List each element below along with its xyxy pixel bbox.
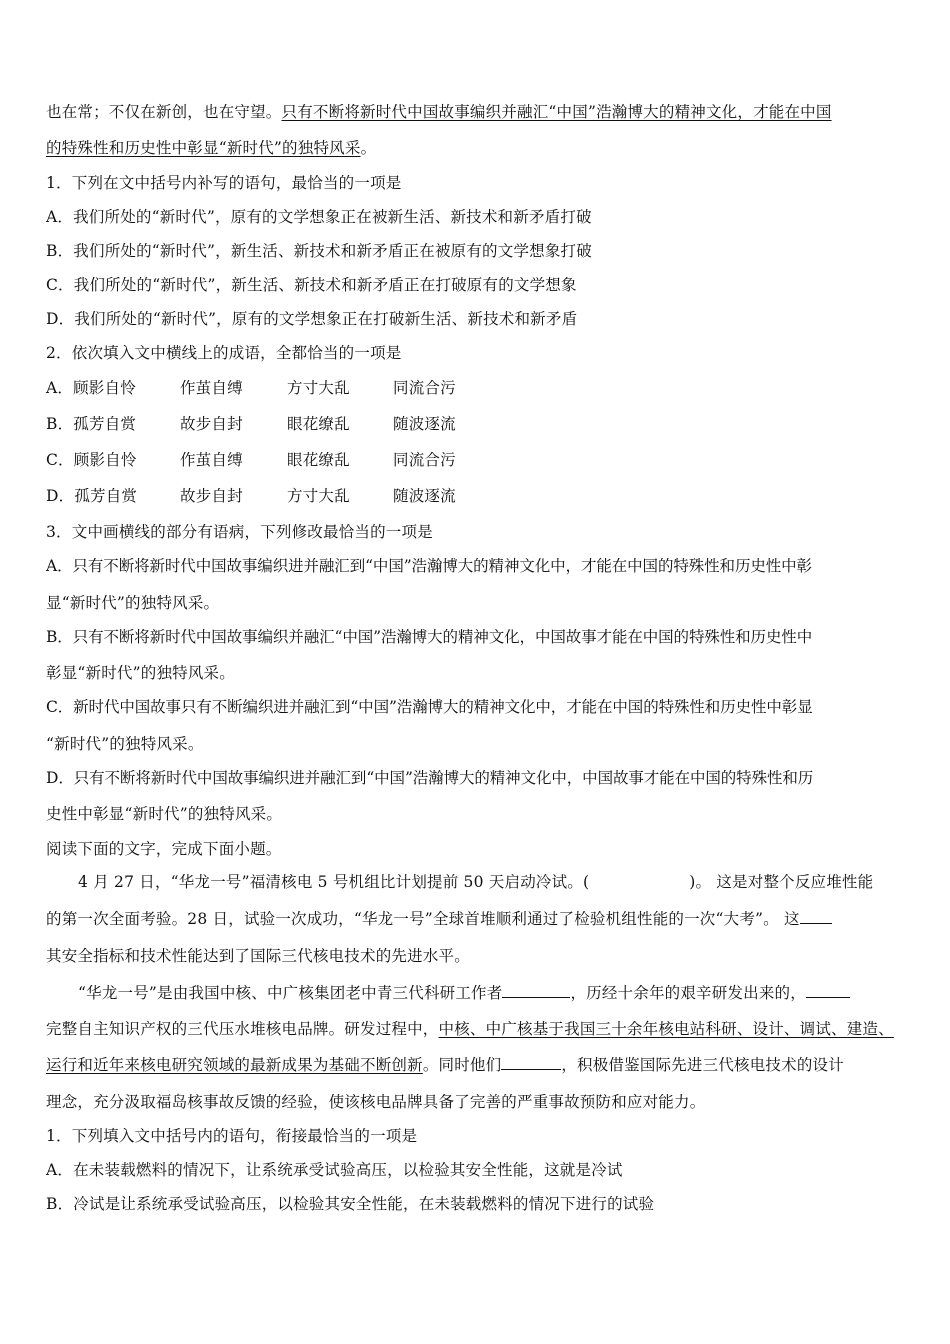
fill-blank bbox=[501, 1055, 561, 1070]
fill-blank bbox=[800, 909, 832, 924]
option-b: B．我们所处的“新时代”，新生活、新技术和新矛盾正在被原有的文学想象打破 bbox=[46, 242, 592, 260]
passage-line: “华龙一号”是由我国中核、中广核集团老中青三代科研工作者 ，历经十余年的艰辛研发出来的， bbox=[78, 983, 938, 1003]
passage-line: 的特殊性和历史性中彰显“新时代”的独特风采。 bbox=[46, 139, 377, 157]
option-a: A．顾影自怜 作茧自缚 方寸大乱 同流合污 bbox=[46, 379, 456, 397]
option-b: B．只有不断将新时代中国故事编织并融汇“中国”浩瀚博大的精神文化，中国故事才能在中国的特殊性和历史性中 bbox=[46, 628, 813, 646]
passage-line bbox=[46, 102, 906, 122]
option-a: A．我们所处的“新时代”，原有的文学想象正在被新生活、新技术和新矛盾打破 bbox=[46, 208, 592, 226]
option-c: C．我们所处的“新时代”，新生活、新技术和新矛盾正在打破原有的文学想象 bbox=[46, 276, 577, 294]
passage-line: 理念，充分汲取福岛核事故反馈的经验，使该核电品牌具备了完善的严重事故预防和应对能力。 bbox=[46, 1093, 706, 1111]
question-stem: 2．依次填入文中横线上的成语，全都恰当的一项是 bbox=[46, 344, 402, 362]
passage-line: 运行和近年来核电研究领域的最新成果为基础不断创新。同时他们 ，积极借鉴国际先进三代核电技术的设计 bbox=[46, 1056, 844, 1074]
option-b-cont: 彰显“新时代”的独特风采。 bbox=[46, 664, 235, 682]
option-a: A．只有不断将新时代中国故事编织进并融汇到“中国”浩瀚博大的精神文化中，才能在中国的特殊性和历史性中彰 bbox=[46, 557, 812, 575]
underlined-sentence: 只有不断将新时代中国故事编织并融汇“中国”浩瀚博大的精神文化，才能在中国 bbox=[281, 103, 832, 121]
option-d-cont: 史性中彰显“新时代”的独特风采。 bbox=[46, 805, 283, 823]
option-c: C．新时代中国故事只有不断编织进并融汇到“中国”浩瀚博大的精神文化中，才能在中国的特殊性和历史性中彰显 bbox=[46, 698, 813, 716]
underlined-sentence: 中核、中广核基于我国三十余年核电站科研、设计、调试、建造、 bbox=[438, 1020, 894, 1038]
option-b: B．冷试是让系统承受试验高压，以检验其安全性能，在未装载燃料的情况下进行的试验 bbox=[46, 1195, 655, 1213]
option-d: D．我们所处的“新时代”，原有的文学想象正在打破新生活、新技术和新矛盾 bbox=[46, 310, 578, 328]
reading-intro: 阅读下面的文字，完成下面小题。 bbox=[46, 840, 282, 858]
option-c: C．顾影自怜 作茧自缚 眼花缭乱 同流合污 bbox=[46, 451, 456, 469]
passage-line: 其安全指标和技术性能达到了国际三代核电技术的先进水平。 bbox=[46, 947, 470, 965]
underlined-sentence: 的特殊性和历史性中彰显“新时代”的独特风采 bbox=[46, 139, 361, 157]
underlined-sentence: 运行和近年来核电研究领域的最新成果为基础不断创新 bbox=[46, 1056, 423, 1074]
passage-line: 的第一次全面考验。28 日，试验一次成功，“华龙一号”全球首堆顺利通过了检验机组性能的一次“大考”。 这 bbox=[46, 909, 906, 929]
question-stem: 3．文中画横线的部分有语病，下列修改最恰当的一项是 bbox=[46, 523, 433, 541]
passage-line: 完整自主知识产权的三代压水堆核电品牌。研发过程中，中核、中广核基于我国三十余年核电站科研、设计、调试、建造、 bbox=[46, 1020, 894, 1038]
option-a-cont: 显“新时代”的独特风采。 bbox=[46, 594, 220, 612]
option-c-cont: “新时代”的独特风采。 bbox=[46, 735, 204, 753]
passage-line: 4 月 27 日，“华龙一号”福清核电 5 号机组比计划提前 50 天启动冷试。( )。 这是对整个反应堆性能 bbox=[78, 873, 874, 891]
fill-blank bbox=[502, 983, 570, 998]
question-stem: 1．下列在文中括号内补写的语句，最恰当的一项是 bbox=[46, 174, 402, 192]
option-b: B．孤芳自赏 故步自封 眼花缭乱 随波逐流 bbox=[46, 415, 456, 433]
passage-text: 也在常；不仅在新创，也在守望。 bbox=[46, 103, 282, 121]
option-d: D．只有不断将新时代中国故事编织进并融汇到“中国”浩瀚博大的精神文化中，中国故事才能在中国的特殊性和历 bbox=[46, 769, 814, 787]
option-a: A．在未装载燃料的情况下，让系统承受试验高压，以检验其安全性能，这就是冷试 bbox=[46, 1161, 623, 1179]
fill-blank bbox=[806, 983, 850, 998]
question-stem: 1．下列填入文中括号内的语句，衔接最恰当的一项是 bbox=[46, 1127, 418, 1145]
option-d: D．孤芳自赏 故步自封 方寸大乱 随波逐流 bbox=[46, 487, 456, 505]
